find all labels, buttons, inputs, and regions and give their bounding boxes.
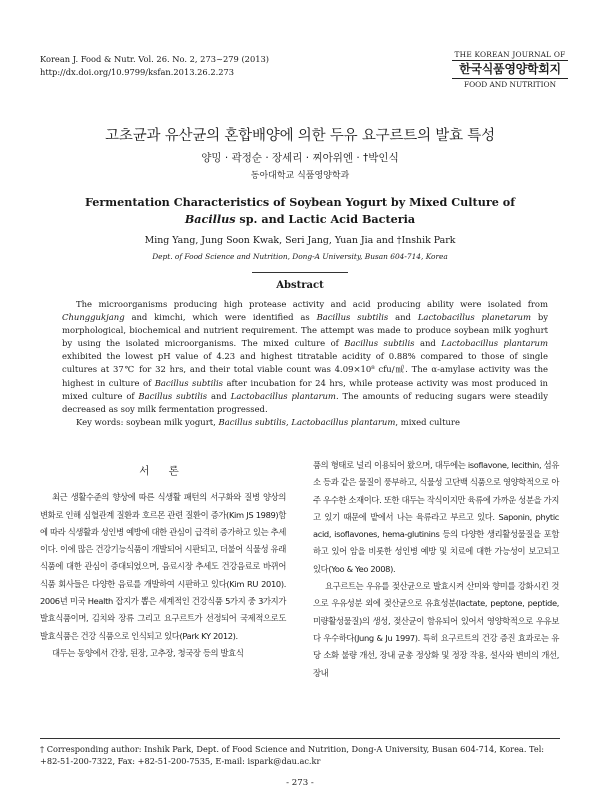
abstract-italic: Lactobacillus plantarum: [230, 390, 336, 401]
abstract-text: The microorganisms producing high protease activity and acid producing ability were isolated from: [76, 299, 548, 309]
intro-heading: 서 론: [139, 465, 187, 477]
abstract-text: exhibited the lowest pH value of 4.23 and highest titratable acidity of 0.88% compared to those of single cultures at 37℃ for 32 hrs, and their total viable count was 4.09×10⁸ cfu/㎖. The α-amylase activity was the highest in culture of: [62, 351, 548, 388]
right-column: [313, 457, 559, 682]
keywords: [62, 416, 548, 429]
doi-link[interactable]: http://dx.doi.org/10.9799/ksfan.2013.26.2.273: [40, 66, 235, 77]
body-paragraph: 대두는 동양에서 간장, 된장, 고추장, 청국장 등의 발효식: [52, 647, 244, 658]
abstract-paragraph: [62, 298, 548, 416]
logo-en-bottom: FOOD AND NUTRITION: [463, 80, 557, 89]
title-en-part: Fermentation Characteristics of Soybean Yogurt by Mixed Culture of: [84, 195, 516, 209]
abstract-text: . The amounts of reducing sugars were steadily decreased as soy milk fermentation progressed.: [62, 390, 548, 414]
logo-ko: 한국식품영양학회지: [459, 62, 561, 76]
footnote-rule: [40, 738, 560, 739]
abstract-italic: Lactobacillus planetarum: [417, 312, 531, 323]
title-korean: 고초균과 유산균의 혼합배양에 의한 두유 요구르트의 발효 특성: [105, 128, 495, 144]
abstract-text: and: [207, 390, 231, 401]
authors-english: Ming Yang, Jung Soon Kwak, Seri Jang, Yuan Jia and †Inshik Park: [144, 235, 456, 246]
abstract-italic: Chunggukjang: [62, 312, 125, 323]
affiliation-english: Dept. of Food Science and Nutrition, Dong-A University, Busan 604-714, Korea: [152, 252, 448, 261]
abstract-italic: Bacillus subtilis: [138, 390, 208, 401]
abstract-text: by morphological, biochemical and nutrient requirement. The attempt was made to produce soybean milk yoghurt by using the isolated microorganisms. The mixed culture of: [62, 312, 548, 349]
abstract-body: [62, 298, 548, 429]
left-column: [40, 457, 286, 662]
title-en-part: sp. and Lactic Acid Bacteria: [235, 212, 416, 226]
keywords-label: Key words: soybean milk yogurt,: [76, 416, 219, 427]
title-english: [60, 194, 540, 228]
body-paragraph: 요구르트는 우유를 젖산균으로 발효시켜 산미와 향미를 강화시킨 것으로 우유성분 외에 젖산균으로 유효성분(lactate, peptone, peptide, 미량활성물질)의 생성, 젖산균이 함유되어 있어서 영양학적으로 우유보다 우수하다(Jung & Ju 1997). 특히 요구르트의 건강 증진 효과로는 유당 소화 불량 개선, 장내 균총 정상화 및 정장 작용, 설사와 변비의 개선, 장내: [313, 581, 559, 678]
abstract-italic: Bacillus subtilis: [154, 377, 223, 388]
abstract-heading: Abstract: [276, 280, 324, 291]
page-number: - 273 -: [286, 778, 314, 788]
journal-logo: [452, 50, 568, 89]
abstract-italic: Bacillus subtilis: [316, 312, 389, 323]
body-paragraph: 품의 형태로 널리 이용되어 왔으며, 대두에는 isoflavone, lecithin, 섬유소 등과 같은 물질이 풍부하고, 식물성 고단백 식품으로 영양학적으로 아주 우수한 소재이다. 또한 대두는 작식이지만 육류에 가까운 성분을 가지고 있기 때문에 밭에서 나는 육류라고 부르고 있다. Saponin, phytic acid, isoflavones, hema-glutinins 등의 다양한 생리활성물질을 포함하고 있어 암을 비롯한 성인병 예방 및 치료에 대한 가능성이 보고되고 있다(Yoo & Yeo 2008).: [313, 460, 559, 574]
abstract-text: and: [414, 338, 442, 349]
journal-line: Korean J. Food & Nutr. Vol. 26. No. 2, 273~279 (2013): [40, 54, 270, 64]
title-en-italic: Bacillus: [184, 212, 236, 226]
body-paragraph: 최근 생활수준의 향상에 따른 식생활 패턴의 서구화와 질병 양상의 변화로 인해 심혈관계 질환과 호르몬 관련 질환이 증가(Kim JS 1989)함에 따라 식생활과 성인병 예방에 대한 관심이 급격히 증가하고 있는 추세이다. 이에 많은 건강기능식품이 개발되어 시판되고, 더불어 식물성 유래 식품에 대한 관심이 증대되었으며, 음료시장 추세도 건강음료로 바뀌어 식품 회사들은 다양한 음료를 개발하여 시판하고 있다(Kim RU 2010). 2006년 미국 Health 잡지가 뽑은 세계적인 건강식품 5가지 중 3가지가 발효식품이며, 김치와 장류 그리고 요구르트가 선정되어 국제적으로도 발효식품은 건강 식품으로 인식되고 있다(Park KY 2012).: [40, 492, 286, 641]
divider: [252, 272, 348, 273]
journal-citation: [40, 53, 269, 78]
abstract-italic: Bacillus subtilis: [344, 338, 415, 349]
abstract-text: and kimchi, which were identified as: [124, 312, 317, 323]
authors-korean: 양밍 · 곽정순 · 장세리 · 찌아위엔 · †박인식: [201, 152, 399, 164]
abstract-text: after incubation for 24 hrs, while protease activity was most produced in mixed culture of: [62, 377, 548, 401]
logo-en-top: THE KOREAN JOURNAL OF: [454, 50, 566, 59]
logo-rule: [452, 78, 568, 79]
abstract-italic: Lactobacillus plantarum: [441, 338, 548, 349]
keywords-rest: , mixed culture: [395, 416, 460, 427]
corresponding-author-footnote: † Corresponding author: Inshik Park, Dept. of Food Science and Nutrition, Dong-A University, Busan 604-714, Korea. Tel: +82-51-200-7322, Fax: +82-51-200-7535, E-mail: ispark@dau.ac.kr: [40, 744, 545, 767]
logo-rule: [452, 60, 568, 61]
abstract-text: and: [388, 312, 418, 323]
keywords-italic: Bacillus subtilis, Lactobacillus plantarum: [218, 416, 396, 427]
affiliation-korean: 동아대학교 식품영양학과: [250, 171, 350, 181]
